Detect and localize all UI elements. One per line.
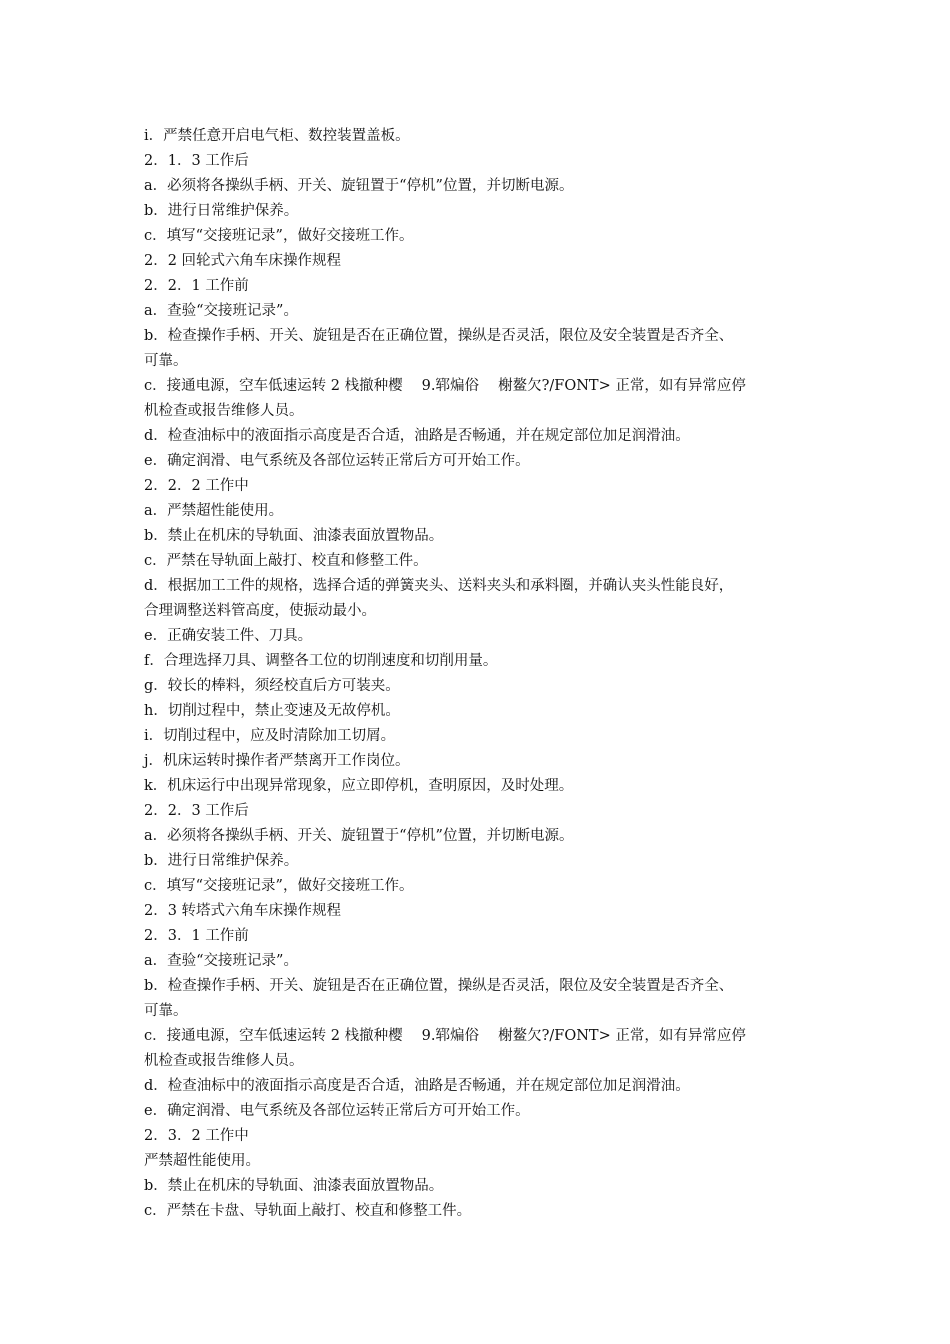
text-line: e．确定润滑、电气系统及各部位运转正常后方可开始工作。	[144, 453, 530, 469]
text-line: a．查验“交接班记录”。	[144, 303, 298, 319]
text-line: 2．3 转塔式六角车床操作规程	[144, 903, 342, 919]
text-line: e．确定润滑、电气系统及各部位运转正常后方可开始工作。	[144, 1103, 530, 1119]
text-line: a．严禁超性能使用。	[144, 503, 284, 519]
text-line: 2．3．1 工作前	[144, 928, 249, 944]
text-line: e．正确安装工件、刀具。	[144, 628, 313, 644]
text-line: 机检查或报告维修人员。	[144, 403, 304, 419]
text-line: g．较长的棒料，须经校直后方可装夹。	[144, 678, 400, 694]
text-line: c．严禁在导轨面上敲打、校直和修整工件。	[144, 553, 428, 569]
text-line: d．检查油标中的液面指示高度是否合适，油路是否畅通，并在规定部位加足润滑油。	[144, 1078, 690, 1094]
text-line: a．必须将各操纵手柄、开关、旋钮置于“停机”位置，并切断电源。	[144, 178, 574, 194]
text-line: 机检查或报告维修人员。	[144, 1053, 304, 1069]
text-line: i．严禁任意开启电气柜、数控装置盖板。	[144, 128, 410, 144]
text-line: 2．2．1 工作前	[144, 278, 249, 294]
text-line: b．进行日常维护保养。	[144, 853, 299, 869]
text-line: c．填写“交接班记录”，做好交接班工作。	[144, 228, 414, 244]
text-line: a．查验“交接班记录”。	[144, 953, 298, 969]
text-line: 2．1．3 工作后	[144, 153, 249, 169]
text-line: 严禁超性能使用。	[144, 1153, 260, 1169]
text-line: h．切削过程中，禁止变速及无故停机。	[144, 703, 400, 719]
text-line: f．合理选择刀具、调整各工位的切削速度和切削用量。	[144, 653, 498, 669]
text-line: 合理调整送料管高度，使振动最小。	[144, 603, 376, 619]
text-line: j．机床运转时操作者严禁离开工作岗位。	[144, 753, 410, 769]
text-line: 可靠。	[144, 353, 188, 369]
text-line: 2．2．3 工作后	[144, 803, 249, 819]
text-line: d．检查油标中的液面指示高度是否合适，油路是否畅通，并在规定部位加足润滑油。	[144, 428, 690, 444]
text-line: c．接通电源，空车低速运转 2 栈撤种樱 9.郓煸俗 榭鳌欠?/FONT> 正常，如有异常应停	[144, 378, 746, 394]
text-line: i．切削过程中，应及时清除加工切屑。	[144, 728, 396, 744]
text-line: 2．2 回轮式六角车床操作规程	[144, 253, 342, 269]
text-line: 2．2．2 工作中	[144, 478, 249, 494]
text-line: 可靠。	[144, 1003, 188, 1019]
text-line: b．禁止在机床的导轨面、油漆表面放置物品。	[144, 528, 444, 544]
text-line: b．检查操作手柄、开关、旋钮是否在正确位置，操纵是否灵活，限位及安全装置是否齐全、	[144, 978, 734, 994]
text-line: c．接通电源，空车低速运转 2 栈撤种樱 9.郓煸俗 榭鳌欠?/FONT> 正常，如有异常应停	[144, 1028, 746, 1044]
text-line: c．严禁在卡盘、导轨面上敲打、校直和修整工件。	[144, 1203, 472, 1219]
text-line: b．禁止在机床的导轨面、油漆表面放置物品。	[144, 1178, 444, 1194]
text-line: b．检查操作手柄、开关、旋钮是否在正确位置，操纵是否灵活，限位及安全装置是否齐全、	[144, 328, 734, 344]
text-line: c．填写“交接班记录”，做好交接班工作。	[144, 878, 414, 894]
text-line: b．进行日常维护保养。	[144, 203, 299, 219]
text-line: k．机床运行中出现异常现象，应立即停机，查明原因，及时处理。	[144, 778, 574, 794]
text-line: 2．3．2 工作中	[144, 1128, 249, 1144]
text-line: a．必须将各操纵手柄、开关、旋钮置于“停机”位置，并切断电源。	[144, 828, 574, 844]
text-line: d．根据加工工件的规格，选择合适的弹簧夹头、送料夹头和承料圈，并确认夹头性能良好，	[144, 578, 734, 594]
document-body	[144, 124, 824, 1224]
